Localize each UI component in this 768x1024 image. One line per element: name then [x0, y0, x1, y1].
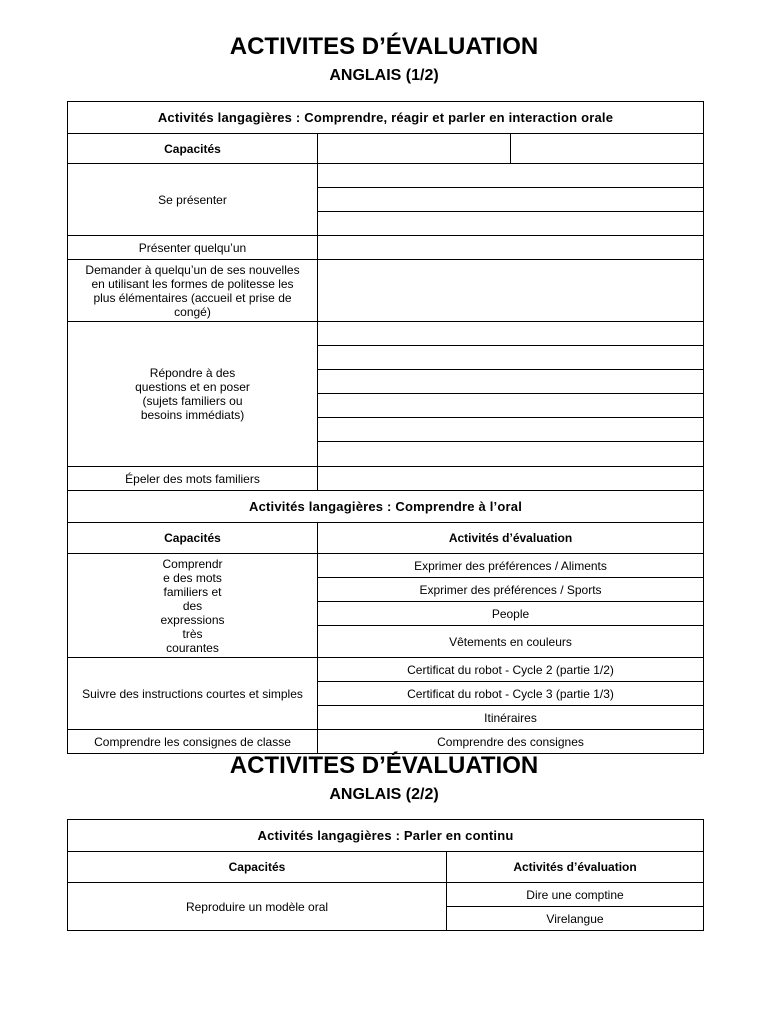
empty-cell — [318, 134, 511, 164]
page-subtitle: ANGLAIS (1/2) — [329, 67, 439, 84]
capacites-header: Capacités — [68, 134, 318, 164]
evaluation-table-1 — [67, 101, 704, 754]
capacite-cell: Suivre des instructions courtes et simples — [68, 658, 318, 730]
evaluation-table-2 — [67, 819, 704, 931]
capacite-cell: Reproduire un modèle oral — [68, 883, 447, 931]
empty-cell — [318, 418, 704, 442]
activite-cell: People — [318, 602, 704, 626]
page-subtitle-2: ANGLAIS (2/2) — [329, 786, 439, 803]
activite-cell: Certificat du robot - Cycle 3 (partie 1/3) — [318, 682, 704, 706]
activite-cell: Dire une comptine — [447, 883, 704, 907]
capacite-cell: Comprendr e des mots familiers et des expressions très courantes — [68, 554, 318, 658]
activite-cell: Exprimer des préférences / Sports — [318, 578, 704, 602]
capacites-header: Capacités — [68, 523, 318, 554]
activites-header: Activités d’évaluation — [447, 852, 704, 883]
page-title: ACTIVITES D’ÉVALUATION — [229, 33, 539, 60]
empty-cell — [318, 322, 704, 346]
empty-cell — [318, 394, 704, 418]
empty-cell — [318, 260, 704, 322]
capacite-cell: Comprendre les consignes de classe — [68, 730, 318, 754]
empty-cell — [318, 346, 704, 370]
empty-cell — [318, 212, 704, 236]
capacite-cell: Demander à quelqu’un de ses nouvelles en utilisant les formes de politesse les plus élémentaires (accueil et prise de congé) — [68, 260, 318, 322]
activite-cell: Vêtements en couleurs — [318, 626, 704, 658]
empty-cell — [318, 188, 704, 212]
section-heading: Activités langagières : Parler en continu — [68, 820, 704, 852]
capacite-cell: Présenter quelqu’un — [68, 236, 318, 260]
capacite-cell: Épeler des mots familiers — [68, 467, 318, 491]
activite-cell: Virelangue — [447, 907, 704, 931]
empty-cell — [511, 134, 704, 164]
empty-cell — [318, 236, 704, 260]
section-heading: Activités langagières : Comprendre à l’oral — [68, 491, 704, 523]
empty-cell — [318, 467, 704, 491]
capacite-cell: Se présenter — [68, 164, 318, 236]
section-heading: Activités langagières : Comprendre, réagir et parler en interaction orale — [68, 102, 704, 134]
capacites-header: Capacités — [68, 852, 447, 883]
capacite-cell: Répondre à des questions et en poser (sujets familiers ou besoins immédiats) — [68, 322, 318, 467]
empty-cell — [318, 442, 704, 467]
empty-cell — [318, 164, 704, 188]
activite-cell: Itinéraires — [318, 706, 704, 730]
activite-cell: Exprimer des préférences / Aliments — [318, 554, 704, 578]
activites-header: Activités d’évaluation — [318, 523, 704, 554]
activite-cell: Certificat du robot - Cycle 2 (partie 1/2) — [318, 658, 704, 682]
activite-cell: Comprendre des consignes — [318, 730, 704, 754]
empty-cell — [318, 370, 704, 394]
page-title-2: ACTIVITES D’ÉVALUATION — [229, 752, 539, 779]
